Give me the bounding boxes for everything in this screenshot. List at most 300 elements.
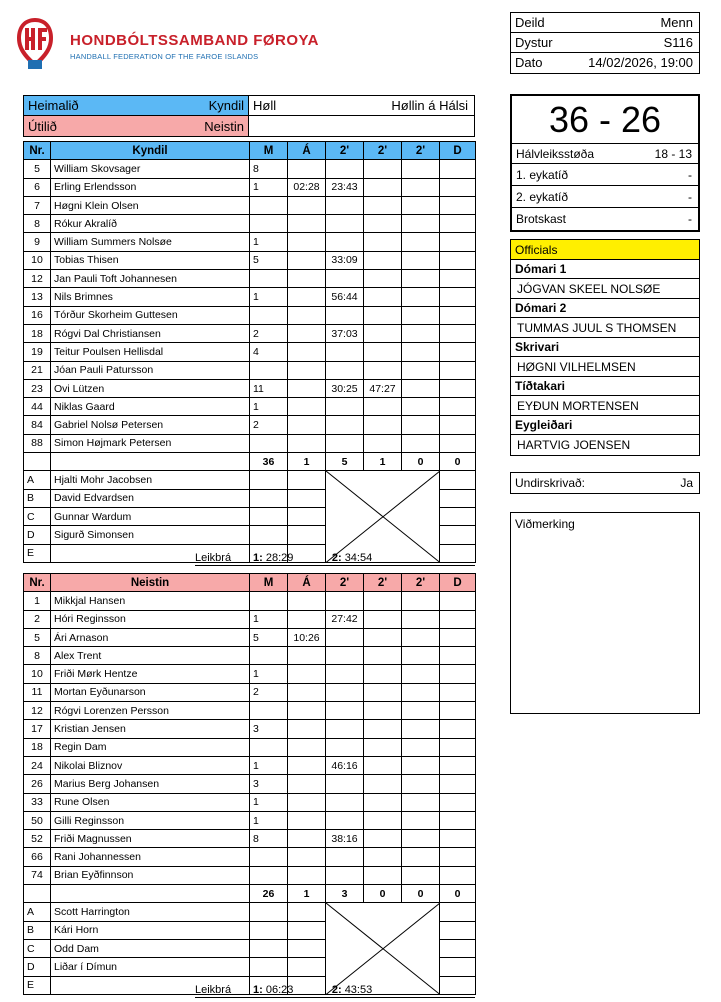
- player-warning: 02:28: [288, 178, 326, 196]
- staff-name: Liðar í Dímun: [51, 958, 250, 976]
- player-suspension-3: [402, 592, 440, 610]
- player-name: Jóan Pauli Patursson: [51, 361, 250, 379]
- player-name: William Skovsager: [51, 160, 250, 178]
- player-name: Rógvi Lorenzen Persson: [51, 702, 250, 720]
- player-number: 7: [24, 196, 51, 214]
- player-suspension-1: 33:09: [326, 251, 364, 269]
- player-row: [24, 756, 476, 774]
- player-name: Ovi Lützen: [51, 379, 250, 397]
- player-suspension-3: [402, 215, 440, 233]
- info-row-dystur: [511, 33, 699, 53]
- player-warning: [288, 215, 326, 233]
- score-label: 2. eykatíð: [516, 190, 569, 204]
- player-goals: 2: [250, 324, 288, 342]
- player-number: 16: [24, 306, 51, 324]
- player-suspension-3: [402, 775, 440, 793]
- timeout-2-value: 34:54: [344, 552, 373, 564]
- home-team-cell: [24, 96, 249, 115]
- col-a: Á: [288, 142, 326, 160]
- player-suspension-1: [326, 416, 364, 434]
- player-warning: [288, 665, 326, 683]
- player-goals: 5: [250, 628, 288, 646]
- player-name: Gabriel Nolsø Petersen: [51, 416, 250, 434]
- player-suspension-2: [364, 775, 402, 793]
- player-name: Hóri Reginsson: [51, 610, 250, 628]
- player-suspension-1: [326, 160, 364, 178]
- final-score: 36 - 26: [512, 96, 698, 144]
- player-suspension-1: [326, 848, 364, 866]
- player-disqualification: [440, 160, 476, 178]
- info-row-deild: [511, 13, 699, 33]
- player-name: Kristian Jensen: [51, 720, 250, 738]
- player-goals: [250, 361, 288, 379]
- player-number: 19: [24, 343, 51, 361]
- staff-goals: [250, 526, 288, 544]
- player-disqualification: [440, 830, 476, 848]
- player-suspension-2: [364, 343, 402, 361]
- info-row-dato: [511, 53, 699, 73]
- player-row: [24, 811, 476, 829]
- player-suspension-3: [402, 683, 440, 701]
- player-suspension-2: 47:27: [364, 379, 402, 397]
- staff-penalty-cross: [326, 903, 440, 994]
- player-name: Teitur Poulsen Hellisdal: [51, 343, 250, 361]
- staff-disq: [440, 489, 476, 507]
- player-warning: [288, 270, 326, 288]
- player-suspension-3: [402, 756, 440, 774]
- player-suspension-1: 46:16: [326, 756, 364, 774]
- player-row: [24, 343, 476, 361]
- home-team-name: Kyndil: [208, 98, 244, 113]
- player-disqualification: [440, 379, 476, 397]
- player-warning: [288, 702, 326, 720]
- total-warnings: 1: [288, 453, 326, 471]
- staff-letter: D: [24, 526, 51, 544]
- player-suspension-3: [402, 665, 440, 683]
- staff-warning: [288, 471, 326, 489]
- player-suspension-2: [364, 793, 402, 811]
- player-goals: 4: [250, 343, 288, 361]
- player-disqualification: [440, 343, 476, 361]
- total-susp-3: 0: [402, 453, 440, 471]
- player-suspension-3: [402, 361, 440, 379]
- player-row: [24, 647, 476, 665]
- player-goals: [250, 270, 288, 288]
- staff-disq: [440, 507, 476, 525]
- official-role: Skrivari: [511, 338, 699, 357]
- player-suspension-3: [402, 233, 440, 251]
- player-disqualification: [440, 324, 476, 342]
- player-disqualification: [440, 866, 476, 884]
- player-suspension-3: [402, 848, 440, 866]
- official-name: HARTVIG JOENSEN: [517, 438, 631, 452]
- player-name: Friði Mørk Hentze: [51, 665, 250, 683]
- player-suspension-2: [364, 628, 402, 646]
- player-goals: 8: [250, 830, 288, 848]
- player-goals: [250, 647, 288, 665]
- player-goals: 1: [250, 811, 288, 829]
- player-warning: [288, 775, 326, 793]
- player-suspension-3: [402, 270, 440, 288]
- player-number: 12: [24, 270, 51, 288]
- player-disqualification: [440, 793, 476, 811]
- info-value: 14/02/2026, 19:00: [588, 55, 693, 70]
- player-suspension-2: [364, 811, 402, 829]
- player-goals: 11: [250, 379, 288, 397]
- player-warning: [288, 848, 326, 866]
- player-number: 84: [24, 416, 51, 434]
- player-disqualification: [440, 647, 476, 665]
- player-name: Nikolai Bliznov: [51, 756, 250, 774]
- match-info-box: [510, 12, 700, 74]
- player-number: 1: [24, 592, 51, 610]
- staff-name: David Edvardsen: [51, 489, 250, 507]
- player-suspension-2: [364, 270, 402, 288]
- info-label: Dystur: [515, 35, 553, 50]
- player-suspension-3: [402, 251, 440, 269]
- col-d: D: [440, 142, 476, 160]
- official-role: Dómari 1: [511, 260, 699, 279]
- teams-box: [23, 95, 475, 137]
- player-goals: [250, 434, 288, 452]
- player-suspension-3: [402, 160, 440, 178]
- player-goals: [250, 306, 288, 324]
- player-goals: 1: [250, 793, 288, 811]
- score-label: Hálvleiksstøða: [516, 147, 595, 161]
- player-suspension-3: [402, 628, 440, 646]
- player-disqualification: [440, 592, 476, 610]
- staff-letter: B: [24, 489, 51, 507]
- staff-goals: [250, 939, 288, 957]
- player-number: 6: [24, 178, 51, 196]
- player-row: [24, 866, 476, 884]
- staff-letter: D: [24, 958, 51, 976]
- player-number: 17: [24, 720, 51, 738]
- home-label: Heimalið: [28, 98, 79, 113]
- staff-letter: C: [24, 939, 51, 957]
- staff-letter: B: [24, 921, 51, 939]
- player-goals: 5: [250, 251, 288, 269]
- player-suspension-1: 30:25: [326, 379, 364, 397]
- player-suspension-3: [402, 720, 440, 738]
- staff-letter: A: [24, 903, 51, 921]
- player-suspension-2: [364, 610, 402, 628]
- player-suspension-3: [402, 793, 440, 811]
- player-row: [24, 830, 476, 848]
- col-s1: 2': [326, 574, 364, 592]
- col-team-name: Kyndil: [51, 142, 250, 160]
- staff-warning: [288, 958, 326, 976]
- player-disqualification: [440, 665, 476, 683]
- total-susp-1: 5: [326, 453, 364, 471]
- staff-warning: [288, 489, 326, 507]
- player-row: [24, 628, 476, 646]
- player-name: Mikkjal Hansen: [51, 592, 250, 610]
- player-number: 66: [24, 848, 51, 866]
- player-suspension-3: [402, 306, 440, 324]
- col-team-name: Neistin: [51, 574, 250, 592]
- player-suspension-3: [402, 398, 440, 416]
- player-suspension-2: [364, 398, 402, 416]
- player-name: Tobias Thisen: [51, 251, 250, 269]
- info-label: Dato: [515, 55, 543, 70]
- officials-heading: Officials: [511, 240, 699, 260]
- player-name: William Summers Nolsøe: [51, 233, 250, 251]
- staff-disq: [440, 921, 476, 939]
- empty-cell: [249, 116, 474, 136]
- player-suspension-2: [364, 830, 402, 848]
- player-suspension-2: [364, 738, 402, 756]
- player-name: Regin Dam: [51, 738, 250, 756]
- player-warning: [288, 306, 326, 324]
- player-suspension-2: [364, 215, 402, 233]
- player-suspension-2: [364, 178, 402, 196]
- col-s3: 2': [402, 574, 440, 592]
- player-disqualification: [440, 610, 476, 628]
- player-number: 12: [24, 702, 51, 720]
- info-label: Deild: [515, 15, 545, 30]
- player-warning: [288, 793, 326, 811]
- player-suspension-2: [364, 866, 402, 884]
- score-value: -: [688, 212, 692, 226]
- player-disqualification: [440, 628, 476, 646]
- timeout-label: Leikbrá: [195, 552, 232, 564]
- player-number: 9: [24, 233, 51, 251]
- player-suspension-1: [326, 592, 364, 610]
- player-suspension-1: 23:43: [326, 178, 364, 196]
- player-suspension-1: 38:16: [326, 830, 364, 848]
- player-disqualification: [440, 756, 476, 774]
- staff-name: Hjalti Mohr Jacobsen: [51, 471, 250, 489]
- player-name: Tórður Skorheim Guttesen: [51, 306, 250, 324]
- total-susp-2: 0: [364, 885, 402, 903]
- player-suspension-3: [402, 288, 440, 306]
- player-number: 8: [24, 647, 51, 665]
- player-number: 5: [24, 628, 51, 646]
- away-team-cell: [24, 116, 249, 136]
- table-header: [24, 142, 476, 160]
- player-warning: [288, 361, 326, 379]
- home-timeouts: [195, 552, 475, 566]
- hall-name: Høllin á Hálsi: [391, 98, 468, 113]
- player-suspension-3: [402, 324, 440, 342]
- score-label: Brotskast: [516, 212, 567, 226]
- player-row: [24, 379, 476, 397]
- staff-goals: [250, 958, 288, 976]
- totals-blank: [51, 453, 250, 471]
- player-goals: 1: [250, 288, 288, 306]
- col-s2: 2': [364, 142, 402, 160]
- brand-title: HONDBÓLTSSAMBAND FØROYA: [70, 32, 320, 49]
- player-number: 11: [24, 683, 51, 701]
- away-team-name: Neistin: [204, 118, 244, 134]
- player-name: Mortan Eyðunarson: [51, 683, 250, 701]
- player-warning: [288, 866, 326, 884]
- player-number: 23: [24, 379, 51, 397]
- player-warning: [288, 756, 326, 774]
- player-row: [24, 720, 476, 738]
- player-suspension-2: [364, 196, 402, 214]
- player-warning: [288, 738, 326, 756]
- player-suspension-1: [326, 306, 364, 324]
- player-row: [24, 233, 476, 251]
- player-suspension-2: [364, 324, 402, 342]
- staff-penalty-cross: [326, 471, 440, 562]
- info-value: S116: [663, 35, 693, 50]
- player-warning: [288, 416, 326, 434]
- staff-disq: [440, 471, 476, 489]
- player-goals: 3: [250, 720, 288, 738]
- player-suspension-2: [364, 160, 402, 178]
- player-suspension-1: [326, 702, 364, 720]
- player-warning: [288, 288, 326, 306]
- player-row: [24, 324, 476, 342]
- official-name: TUMMAS JUUL S THOMSEN: [511, 318, 699, 338]
- staff-disq: [440, 939, 476, 957]
- info-value: Menn: [660, 15, 693, 30]
- player-warning: [288, 683, 326, 701]
- col-s2: 2': [364, 574, 402, 592]
- player-suspension-2: [364, 306, 402, 324]
- player-disqualification: [440, 775, 476, 793]
- staff-disq: [440, 526, 476, 544]
- player-disqualification: [440, 398, 476, 416]
- signed-box: [510, 472, 700, 494]
- staff-letter: A: [24, 471, 51, 489]
- player-goals: 1: [250, 610, 288, 628]
- player-row: [24, 434, 476, 452]
- official-role: Eygleiðari: [511, 416, 699, 435]
- player-disqualification: [440, 306, 476, 324]
- player-warning: [288, 196, 326, 214]
- player-row: [24, 270, 476, 288]
- player-suspension-1: [326, 738, 364, 756]
- player-name: Rógvi Dal Christiansen: [51, 324, 250, 342]
- player-goals: [250, 848, 288, 866]
- player-row: [24, 416, 476, 434]
- player-suspension-1: 27:42: [326, 610, 364, 628]
- staff-goals: [250, 489, 288, 507]
- player-row: [24, 738, 476, 756]
- total-warnings: 1: [288, 885, 326, 903]
- player-row: [24, 848, 476, 866]
- player-warning: [288, 592, 326, 610]
- player-disqualification: [440, 215, 476, 233]
- staff-goals: [250, 471, 288, 489]
- player-goals: 1: [250, 178, 288, 196]
- player-number: 33: [24, 793, 51, 811]
- score-value: -: [688, 168, 692, 182]
- staff-warning: [288, 939, 326, 957]
- official-name: JÓGVAN SKEEL NOLSØE: [511, 279, 699, 299]
- timeout-1-value: 28:29: [265, 552, 294, 564]
- hall-cell: [249, 96, 474, 115]
- timeout-1-label: 1:: [253, 984, 263, 996]
- player-number: 88: [24, 434, 51, 452]
- player-row: [24, 793, 476, 811]
- player-suspension-2: [364, 720, 402, 738]
- player-suspension-3: [402, 866, 440, 884]
- player-disqualification: [440, 251, 476, 269]
- player-disqualification: [440, 434, 476, 452]
- player-suspension-1: [326, 434, 364, 452]
- player-row: [24, 160, 476, 178]
- totals-blank: [51, 885, 250, 903]
- player-goals: [250, 196, 288, 214]
- staff-letter: C: [24, 507, 51, 525]
- player-number: 52: [24, 830, 51, 848]
- officials-box: [510, 239, 700, 456]
- staff-goals: [250, 921, 288, 939]
- player-disqualification: [440, 233, 476, 251]
- player-suspension-1: [326, 343, 364, 361]
- player-suspension-2: [364, 665, 402, 683]
- player-goals: [250, 866, 288, 884]
- player-suspension-2: [364, 848, 402, 866]
- player-disqualification: [440, 738, 476, 756]
- total-disq: 0: [440, 885, 476, 903]
- table-header: [24, 574, 476, 592]
- player-row: [24, 306, 476, 324]
- col-m: M: [250, 574, 288, 592]
- score-row: [512, 164, 698, 186]
- player-suspension-1: [326, 793, 364, 811]
- player-suspension-1: [326, 683, 364, 701]
- player-number: 21: [24, 361, 51, 379]
- staff-name: Scott Harrington: [51, 903, 250, 921]
- player-suspension-3: [402, 738, 440, 756]
- official-role: Dómari 2: [511, 299, 699, 318]
- player-warning: [288, 830, 326, 848]
- away-timeouts: [195, 984, 475, 998]
- score-row: [512, 186, 698, 208]
- player-suspension-1: [326, 628, 364, 646]
- player-warning: [288, 343, 326, 361]
- player-number: 50: [24, 811, 51, 829]
- col-s1: 2': [326, 142, 364, 160]
- player-name: Gilli Reginsson: [51, 811, 250, 829]
- player-number: 18: [24, 324, 51, 342]
- player-name: Rune Olsen: [51, 793, 250, 811]
- player-row: [24, 592, 476, 610]
- player-name: Ári Arnason: [51, 628, 250, 646]
- player-suspension-2: [364, 702, 402, 720]
- player-name: Brian Eyðfinnson: [51, 866, 250, 884]
- player-warning: [288, 811, 326, 829]
- staff-goals: [250, 903, 288, 921]
- player-suspension-3: [402, 178, 440, 196]
- player-goals: 1: [250, 665, 288, 683]
- timeout-2-label: 2:: [331, 552, 342, 564]
- player-disqualification: [440, 288, 476, 306]
- remark-box: [510, 512, 700, 714]
- staff-warning: [288, 507, 326, 525]
- player-warning: [288, 434, 326, 452]
- staff-name: Sigurð Simonsen: [51, 526, 250, 544]
- player-row: [24, 610, 476, 628]
- player-row: [24, 683, 476, 701]
- col-nr: Nr.: [24, 574, 51, 592]
- timeout-1-value: 06:23: [265, 984, 294, 996]
- player-suspension-3: [402, 647, 440, 665]
- hall-label: Høll: [253, 98, 277, 113]
- staff-warning: [288, 526, 326, 544]
- player-suspension-3: [402, 343, 440, 361]
- player-name: Niklas Gaard: [51, 398, 250, 416]
- staff-name: Kári Horn: [51, 921, 250, 939]
- player-name: Erling Erlendsson: [51, 178, 250, 196]
- player-warning: [288, 379, 326, 397]
